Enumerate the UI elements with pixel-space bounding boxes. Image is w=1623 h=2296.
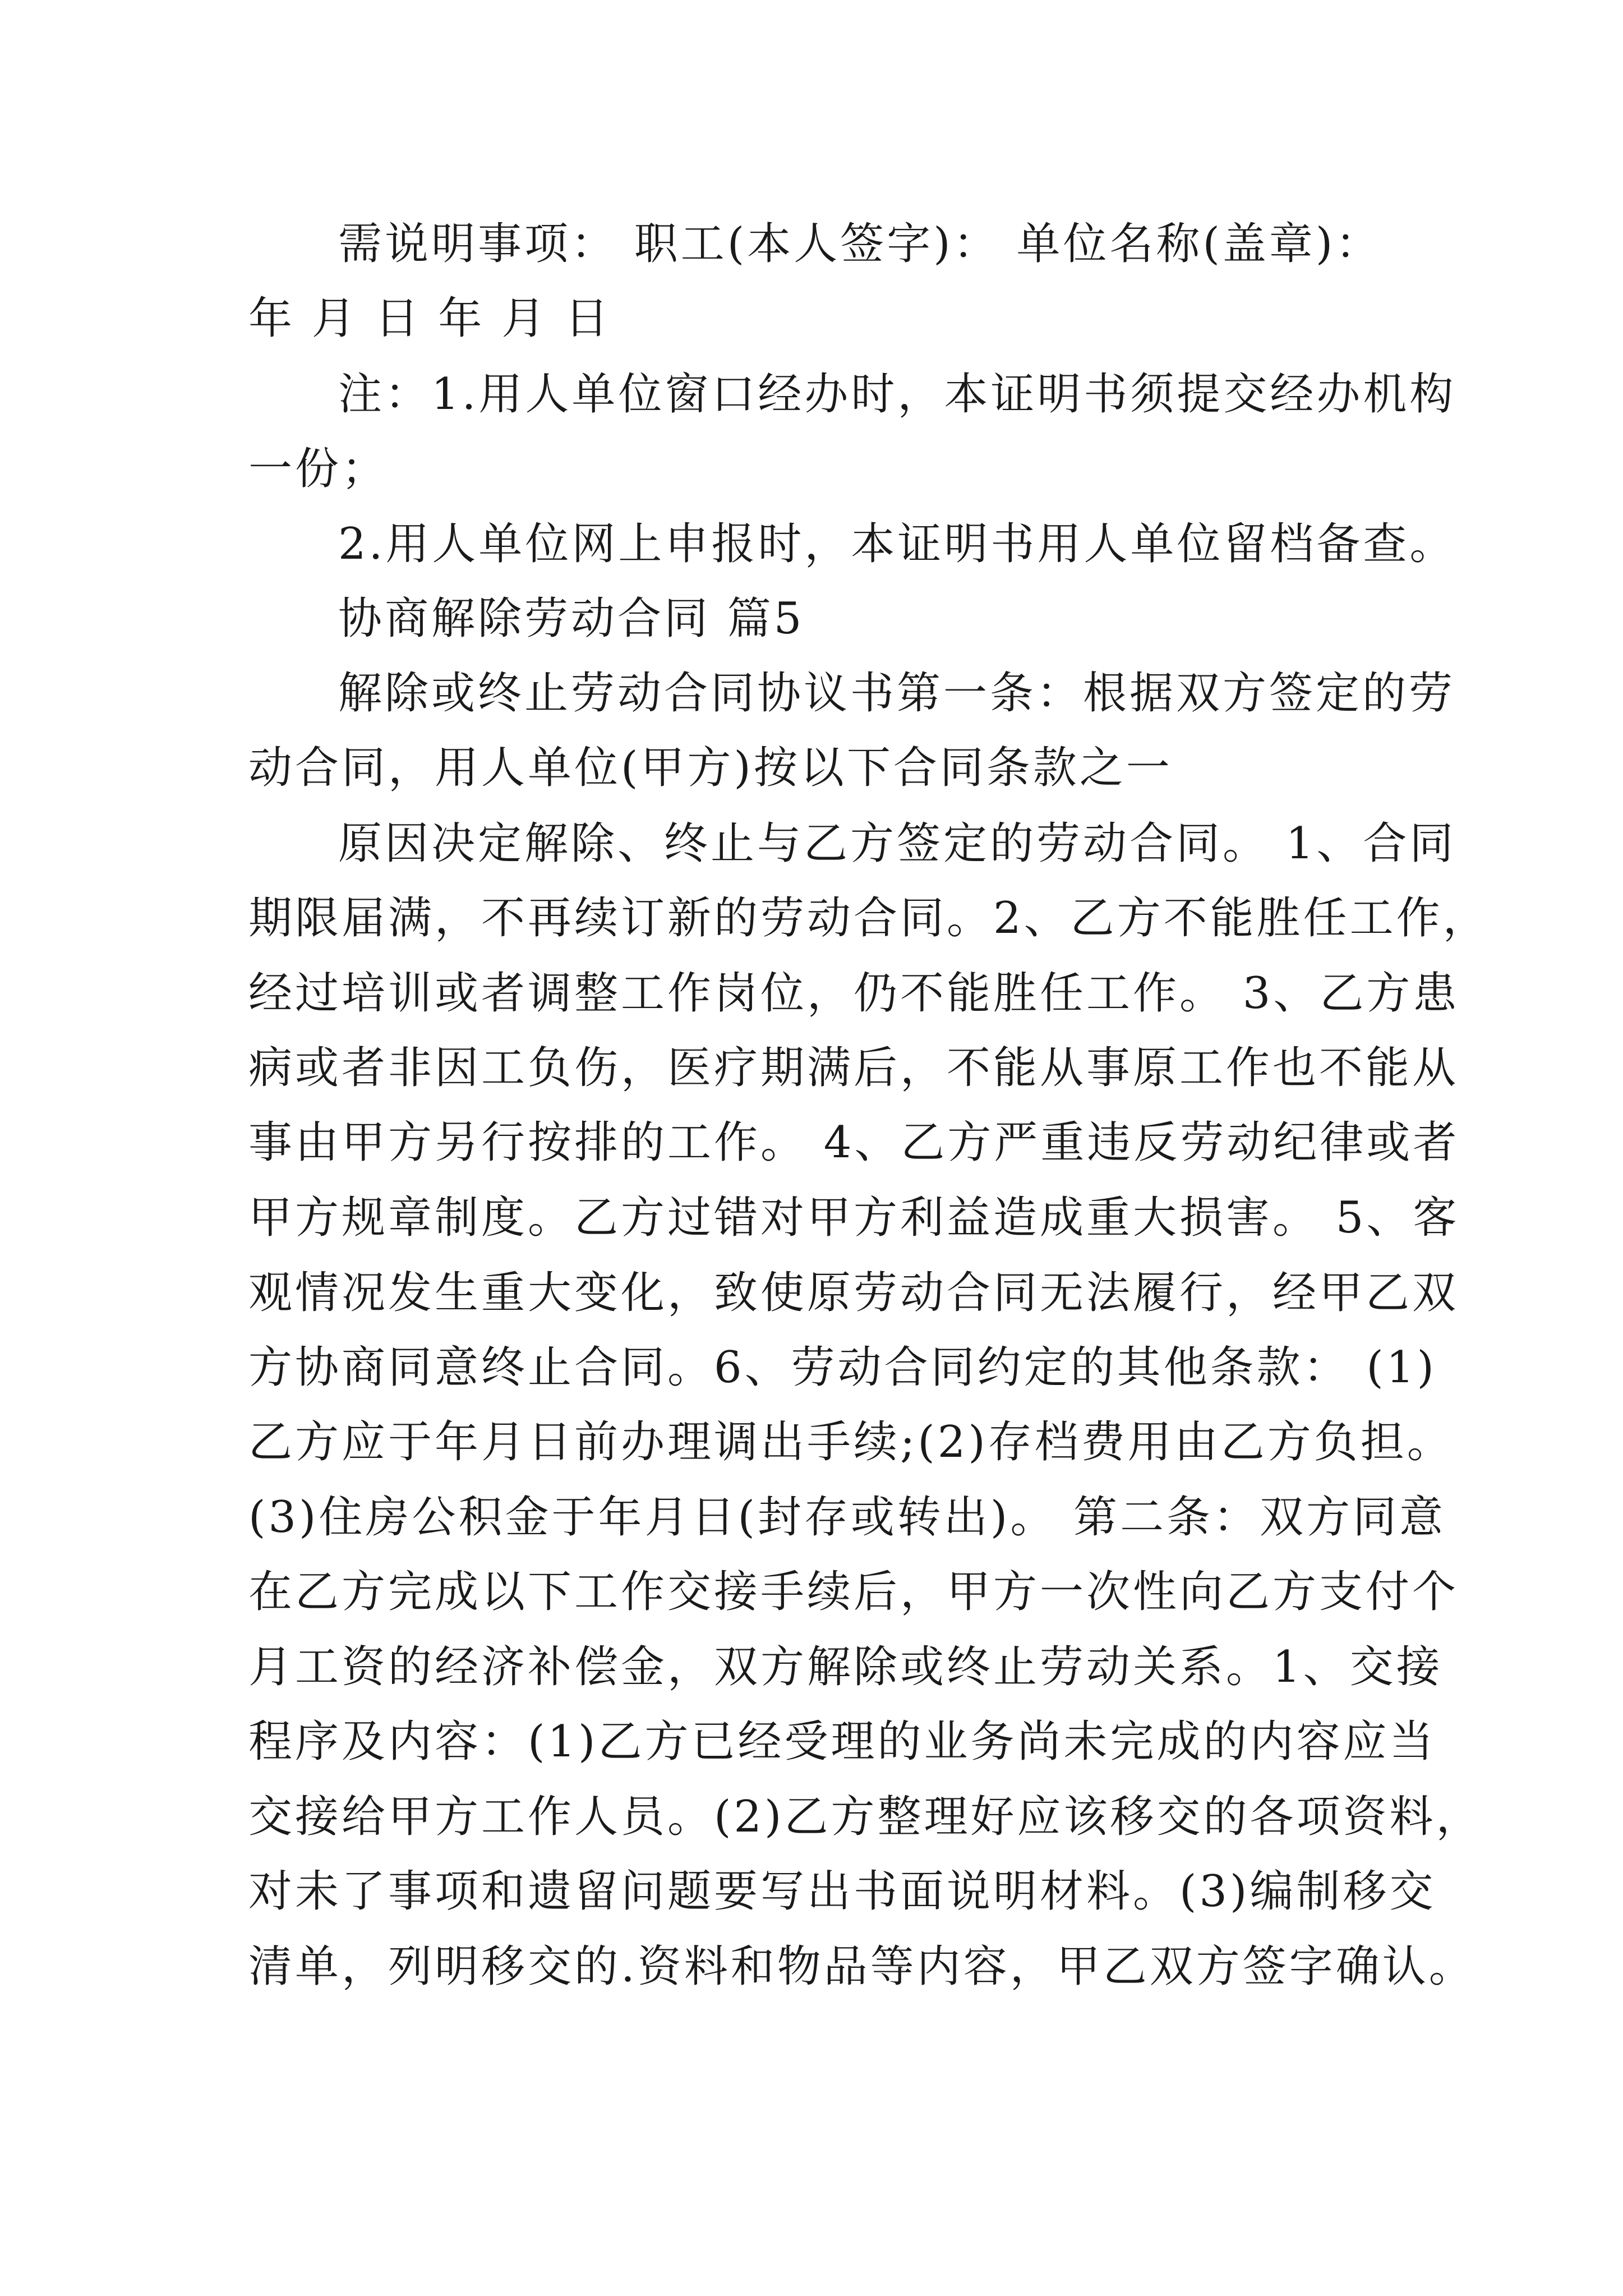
signature-fields-line: 需说明事项： 职工(本人签字)： 单位名称(盖章)：: [338, 219, 1382, 269]
paragraph-line: 甲方规章制度。乙方过错对甲方利益造成重大损害。 5、客: [248, 1193, 1460, 1243]
paragraph-line: 交接给甲方工作人员。(2)乙方整理好应该移交的各项资料，: [248, 1792, 1483, 1842]
paragraph-line: 清单，列明移交的.资料和物品等内容，甲乙双方签字确认。: [248, 1941, 1476, 1992]
paragraph-line: 方协商同意终止合同。6、劳动合同约定的其他条款： (1): [248, 1342, 1437, 1393]
note-item-1-continued: 一份；: [248, 444, 389, 494]
paragraph-line: 在乙方完成以下工作交接手续后，甲方一次性向乙方支付个: [248, 1567, 1459, 1617]
paragraph-line: 病或者非因工负伤，医疗期满后，不能从事原工作也不能从: [248, 1043, 1459, 1093]
paragraph-line: 期限届满，不再续订新的劳动合同。2、乙方不能胜任工作，: [248, 893, 1490, 944]
paragraph-line: 月工资的经济补偿金，双方解除或终止劳动关系。1、交接: [248, 1642, 1443, 1692]
paragraph-line: 事由甲方另行按排的工作。 4、乙方严重违反劳动纪律或者: [248, 1117, 1460, 1168]
date-fields-line: 年 月 日 年 月 日: [248, 293, 611, 344]
paragraph-line: 解除或终止劳动合同协议书第一条：根据双方签定的劳: [338, 668, 1456, 719]
paragraph-line: 动合同，用人单位(甲方)按以下合同条款之一: [248, 743, 1173, 793]
paragraph-line: 对未了事项和遗留问题要写出书面说明材料。(3)编制移交: [248, 1866, 1436, 1917]
note-item-2: 2.用人单位网上申报时，本证明书用人单位留档备查。: [338, 519, 1456, 569]
paragraph-line: 原因决定解除、终止与乙方签定的劳动合同。 1、合同: [338, 818, 1456, 869]
paragraph-line: 程序及内容：(1)乙方已经受理的业务尚未完成的内容应当: [248, 1717, 1436, 1767]
paragraph-line: 乙方应于年月日前办理调出手续;(2)存档费用由乙方负担。: [248, 1417, 1454, 1467]
section-heading: 协商解除劳动合同 篇5: [338, 593, 805, 644]
paragraph-line: 经过培训或者调整工作岗位，仍不能胜任工作。 3、乙方患: [248, 968, 1460, 1019]
paragraph-line: 观情况发生重大变化，致使原劳动合同无法履行，经甲乙双: [248, 1268, 1459, 1318]
paragraph-line: (3)住房公积金于年月日(封存或转出)。 第二条：双方同意: [248, 1492, 1446, 1543]
note-item-1: 注：1.用人单位窗口经办时，本证明书须提交经办机构: [338, 369, 1456, 420]
